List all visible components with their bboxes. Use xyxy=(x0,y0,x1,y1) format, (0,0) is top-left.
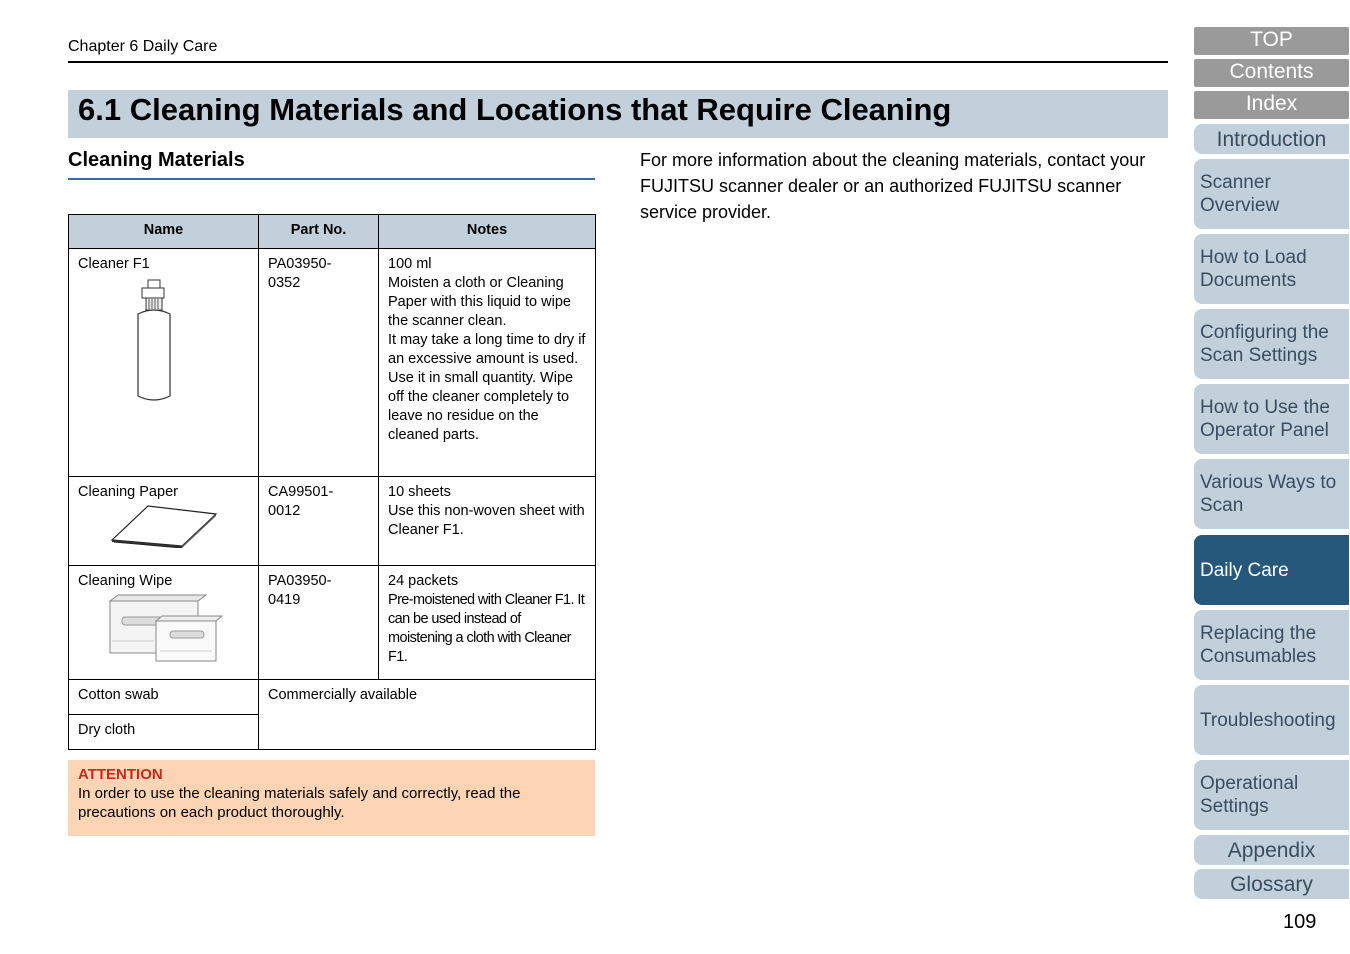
nav-tab-introduction[interactable]: Introduction xyxy=(1194,124,1349,154)
section-heading: Cleaning Materials xyxy=(68,149,245,171)
table-header-row xyxy=(69,215,596,249)
nav-tab-replacing-consumables[interactable]: Replacing the Consumables xyxy=(1194,610,1349,680)
name-cell: Cotton swab xyxy=(69,680,259,715)
page-title: 6.1 Cleaning Materials and Locations that Require Cleaning xyxy=(78,92,952,127)
notes-cell: 100 ml Moisten a cloth or Cleaning Paper with this liquid to wipe the scanner clean. It may take a long time to dry if an excessive amount is used. Use it in small quantity. Wipe off the cleaner completely to leave no residue on the cleaned parts. xyxy=(379,249,596,477)
notes-text: Pre-moistened with Cleaner F1. It can be used instead of moistening a cloth with Cleaner F1. xyxy=(388,592,585,665)
page-number: 109 xyxy=(1283,911,1317,933)
notes-cell xyxy=(379,566,596,680)
item-name: Cleaning Paper xyxy=(78,484,178,500)
name-cell xyxy=(69,249,259,477)
header-divider xyxy=(68,61,1168,63)
attention-title: ATTENTION xyxy=(78,766,163,783)
nav-tab-load-documents[interactable]: How to Load Documents xyxy=(1194,234,1349,304)
part-no-cell: PA03950- 0352 xyxy=(259,249,379,477)
column-header-name: Name xyxy=(69,215,259,249)
nav-tab-operator-panel[interactable]: How to Use the Operator Panel xyxy=(1194,384,1349,454)
item-name: Cleaner F1 xyxy=(78,256,150,272)
column-header-notes: Notes xyxy=(379,215,596,249)
cleaner-bottle-image xyxy=(78,274,228,402)
info-paragraph: For more information about the cleaning materials, contact your FUJITSU scanner dealer or an authorized FUJITSU scanner service provider. xyxy=(640,150,1146,222)
nav-tab-daily-care[interactable]: Daily Care xyxy=(1194,535,1349,605)
notes-cell: 10 sheets Use this non-woven sheet with Cleaner F1. xyxy=(379,477,596,566)
nav-tab-glossary[interactable]: Glossary xyxy=(1194,869,1349,899)
table-row xyxy=(69,566,596,680)
cleaning-wipe-image xyxy=(78,591,228,663)
section-divider xyxy=(68,178,595,180)
title-bar xyxy=(68,90,1168,138)
nav-tab-ways-to-scan[interactable]: Various Ways to Scan xyxy=(1194,459,1349,529)
table-row xyxy=(69,249,596,477)
nav-index-button[interactable]: Index xyxy=(1194,91,1349,119)
nav-tab-appendix[interactable]: Appendix xyxy=(1194,835,1349,865)
attention-box xyxy=(68,760,595,836)
chapter-label: Chapter 6 Daily Care xyxy=(68,38,218,55)
cleaning-paper-image xyxy=(78,502,228,548)
cleaning-materials-table xyxy=(68,214,596,750)
table-row xyxy=(69,477,596,566)
nav-contents-button[interactable]: Contents xyxy=(1194,59,1349,87)
part-no-cell: CA99501- 0012 xyxy=(259,477,379,566)
name-cell xyxy=(69,566,259,680)
nav-top-button[interactable]: TOP xyxy=(1194,27,1349,55)
nav-tab-scanner-overview[interactable]: Scanner Overview xyxy=(1194,159,1349,229)
column-header-part-no: Part No. xyxy=(259,215,379,249)
table-row xyxy=(69,680,596,715)
nav-tab-troubleshooting[interactable]: Troubleshooting xyxy=(1194,685,1349,755)
side-navigation xyxy=(1194,27,1350,123)
item-name: Cleaning Wipe xyxy=(78,573,173,589)
shared-notes-cell: Commercially available xyxy=(259,680,596,750)
notes-quantity: 24 packets xyxy=(388,573,459,589)
nav-tab-operational-settings[interactable]: Operational Settings xyxy=(1194,760,1349,830)
attention-text: In order to use the cleaning materials safely and correctly, read the precautions on each product thoroughly. xyxy=(78,785,521,821)
nav-tab-scan-settings[interactable]: Configuring the Scan Settings xyxy=(1194,309,1349,379)
name-cell: Dry cloth xyxy=(69,715,259,750)
part-no-cell: PA03950- 0419 xyxy=(259,566,379,680)
name-cell xyxy=(69,477,259,566)
